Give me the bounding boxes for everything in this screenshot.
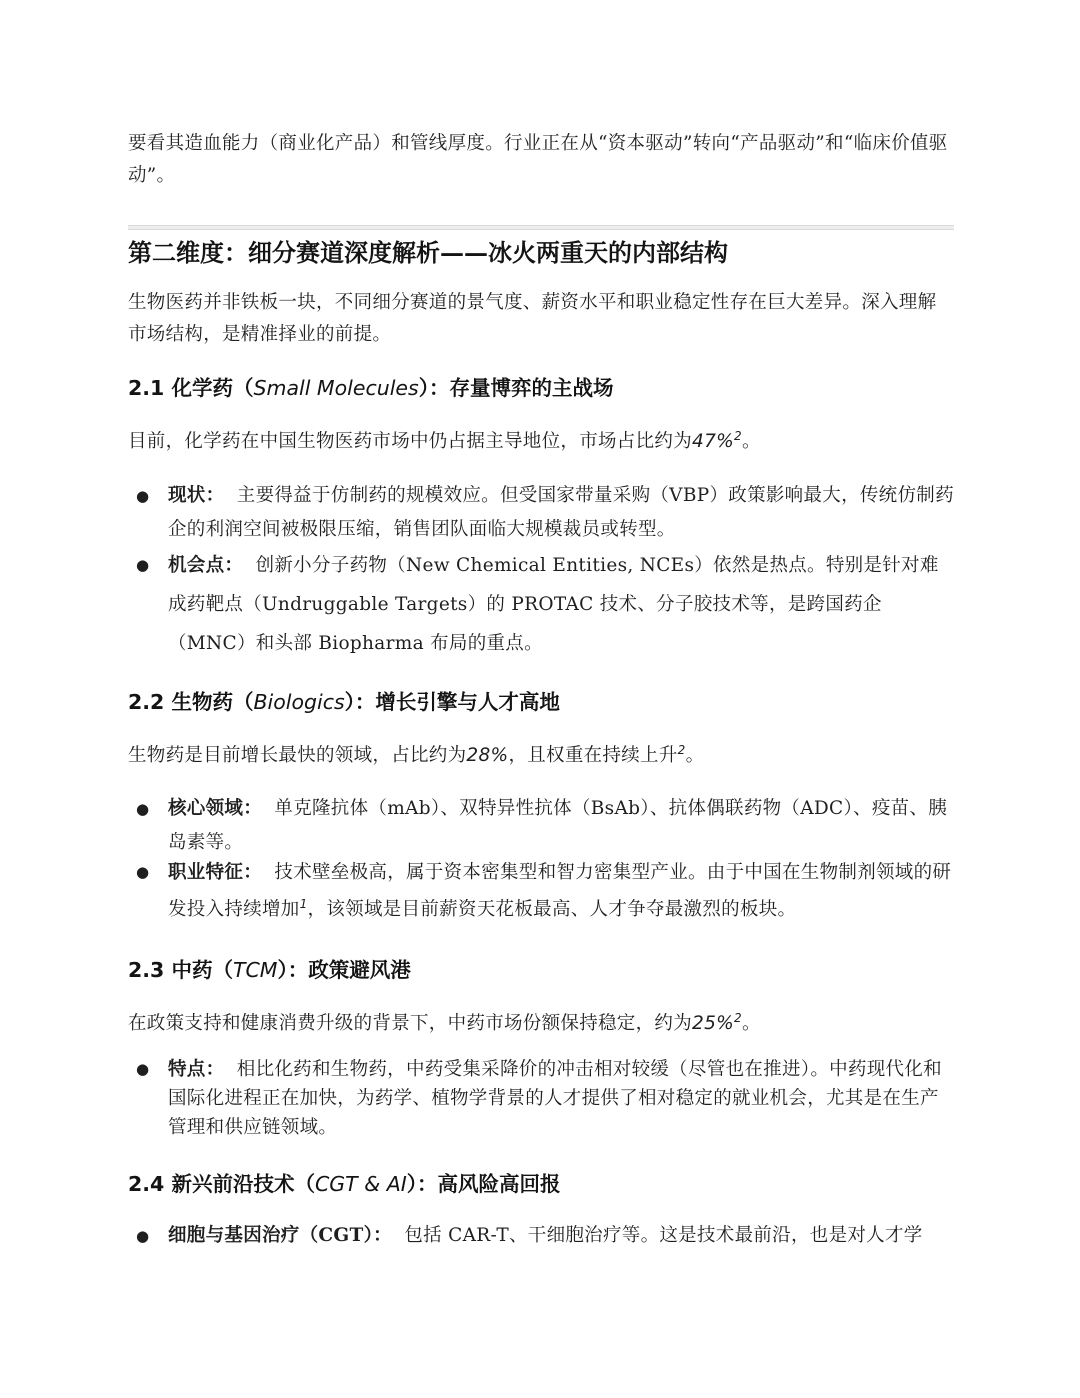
heading-title-cn: 新兴前沿技术（ <box>171 1172 315 1196</box>
heading-title-rest: ）：政策避风港 <box>277 958 411 982</box>
heading-title-rest: ）：增长引擎与人才高地 <box>344 690 560 714</box>
heading-title-cn: 中药（ <box>171 958 233 982</box>
heading-2-2 <box>128 687 560 717</box>
heading-number: 2.2 <box>128 690 165 714</box>
intro-paragraph: 要看其造血能力（商业化产品）和管线厚度。行业正在从“资本驱动”转向“产品驱动”和“临床价值驱动”。 <box>128 133 948 186</box>
share-value: 28% <box>466 745 509 766</box>
bullet-2-4-cgt: ● 细胞与基因治疗（CGT）： 包括 CAR-T、干细胞治疗等。这是技术最前沿，也是对人才学 <box>128 1221 954 1251</box>
bullet-icon: ● <box>136 1227 150 1245</box>
share-value: 47% <box>692 431 735 452</box>
bullet-icon: ● <box>136 1060 150 1078</box>
heading-2-4 <box>128 1169 561 1199</box>
footnote-ref: 2 <box>734 1010 742 1025</box>
heading-title-rest: ）：高风险高回报 <box>406 1172 561 1196</box>
section2-intro: 生物医药并非铁板一块，不同细分赛道的景气度、薪资水平和职业稳定性存在巨大差异。深入理解市场结构，是精准择业的前提。 <box>128 292 937 345</box>
heading-2-1 <box>128 373 613 403</box>
paragraph-2-1: 目前，化学药在中国生物医药市场中仍占据主导地位，市场占比约为47%$^2$。 <box>128 428 761 452</box>
heading-title-rest: ）：存量博弈的主战场 <box>418 376 614 400</box>
heading-2-3 <box>128 955 411 985</box>
section-divider <box>128 225 954 230</box>
footnote-ref: 2 <box>734 428 742 443</box>
section2-heading: 第二维度：细分赛道深度解析——冰火两重天的内部结构 <box>128 238 728 267</box>
paragraph-2-3: 在政策支持和健康消费升级的背景下，中药市场份额保持稳定，约为25%$^2$。 <box>128 1010 761 1034</box>
heading-title-en: CGT & AI <box>314 1172 407 1196</box>
bullet-icon: ● <box>136 800 150 818</box>
bullet-icon: ● <box>136 556 150 574</box>
footnote-ref: 1 <box>299 896 308 911</box>
heading-number: 2.1 <box>128 376 165 400</box>
heading-number: 2.3 <box>128 958 165 982</box>
heading-title-en: Small Molecules <box>253 376 419 400</box>
heading-title-cn: 化学药（ <box>171 376 254 400</box>
paragraph-2-2: 生物药是目前增长最快的领域，占比约为28%，且权重在持续上升$^2$。 <box>128 742 705 766</box>
bullet-icon: ● <box>136 487 150 505</box>
heading-title-en: TCM <box>232 958 278 982</box>
share-value: 25% <box>692 1013 735 1034</box>
heading-title-cn: 生物药（ <box>171 690 254 714</box>
heading-number: 2.4 <box>128 1172 165 1196</box>
footnote-ref: 2 <box>677 742 686 757</box>
heading-title-en: Biologics <box>253 690 345 714</box>
bullet-icon: ● <box>136 863 150 881</box>
